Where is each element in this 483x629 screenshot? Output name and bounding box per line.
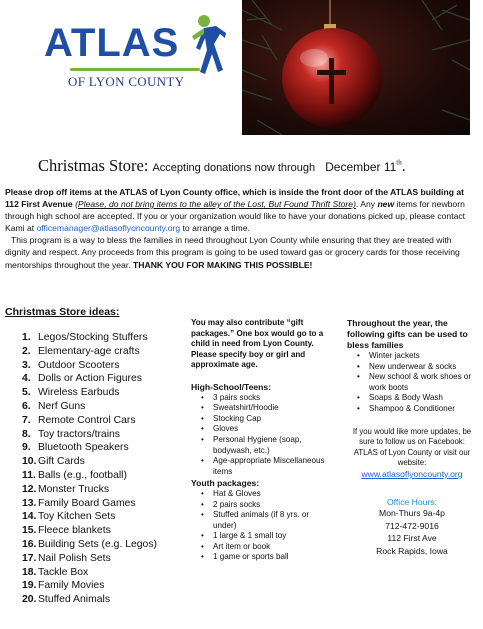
idea-item <box>22 469 157 483</box>
logo-subtitle: OF LYON COUNTY <box>68 74 185 89</box>
idea-label: Family Board Games <box>38 497 136 509</box>
youth-item: • 1 game or sports ball <box>191 552 331 563</box>
teen-item: • Stocking Cap <box>191 414 331 425</box>
street-address: 112 First Ave <box>387 533 437 544</box>
idea-item <box>22 372 157 386</box>
youth-item: • Art item or book <box>191 542 331 553</box>
teen-item: • Gloves <box>191 424 331 435</box>
idea-number: 20. <box>22 594 37 606</box>
idea-label: Remote Control Cars <box>38 414 136 426</box>
youth-heading: Youth packages: <box>191 478 260 489</box>
new-emphasis: new <box>377 199 395 210</box>
logo-wordmark: ATLAS <box>44 21 180 65</box>
office-hours: Mon-Thurs 9a-4p <box>379 508 445 519</box>
office-hours-title: Office Hours: <box>387 496 437 507</box>
idea-label: Outdoor Scooters <box>38 359 120 371</box>
phone-number: 712-472-9016 <box>385 520 439 531</box>
email-link[interactable]: officemanager@atlasoflyoncounty.org <box>36 223 181 234</box>
thank-you: THANK YOU FOR MAKING THIS POSSIBLE! <box>133 259 313 270</box>
youth-item: • Hat & Gloves <box>191 489 331 500</box>
updates-text: If you would like more updates, be sure to follow us on Facebook: ATLAS of Lyon County or visit our website: www.atlasoflyoncounty.org <box>352 426 472 479</box>
idea-label: Dolls or Action Figures <box>38 373 142 385</box>
idea-label: Legos/Stocking Stuffers <box>38 332 148 343</box>
idea-number: 18. <box>22 566 37 578</box>
idea-number: 10. <box>22 456 37 468</box>
youth-item: • Stuffed animals (if 8 yrs. or under) <box>191 510 331 531</box>
idea-label: Tackle Box <box>38 566 89 578</box>
idea-number: 6. <box>22 400 31 412</box>
headline-subtitle: Accepting donations now through <box>152 162 316 174</box>
headline <box>38 156 406 176</box>
dropoff-note: (Please, do not bring items to the alley of the Lost, But Found Thrift Store) <box>75 199 356 210</box>
idea-item <box>22 331 157 345</box>
year-round-column <box>347 318 477 557</box>
idea-label: Toy tractors/trains <box>38 428 120 440</box>
idea-number: 9. <box>22 442 31 454</box>
idea-item <box>22 455 157 469</box>
idea-label: Stuffed Animals <box>38 594 111 606</box>
idea-number: 19. <box>22 580 37 592</box>
idea-item <box>22 428 157 442</box>
idea-number: 12. <box>22 483 37 495</box>
teen-item: • 3 pairs socks <box>191 393 331 404</box>
headline-period: . <box>401 158 406 175</box>
teen-item: • Sweatshirt/Hoodie <box>191 403 331 414</box>
year-item: • Soaps & Body Wash <box>347 393 477 404</box>
idea-item <box>22 414 157 428</box>
idea-number: 5. <box>22 387 31 399</box>
idea-label: Fleece blankets <box>38 525 111 537</box>
year-item: • New school & work shoes or work boots <box>347 372 477 393</box>
packages-intro: You may also contribute “gift packages.” One box would go to a child in need from Lyon County. Please specify boy or girl and approximate age. <box>191 318 324 370</box>
idea-item <box>22 538 157 552</box>
figure-icon <box>190 14 226 76</box>
idea-item <box>22 497 157 511</box>
youth-item: • 1 large & 1 small toy <box>191 531 331 542</box>
idea-item <box>22 483 157 497</box>
intro-text: Please drop off items at the ATLAS of Lyon County office, which is inside the front door of the ATLAS building at 112 First Avenue (Please, do not bring items to the alley of the Lost, But Found Thrift Store). Any new items for newborn through high school are accepted. If you or your organization would like to have your donations picked up, please contact Kami at officemanager@atlasoflyoncounty.org to arrange a time. This program is a way to bless the families in need throughout Lyon County while ensuring that they are treated with dignity and respect. Any proceeds from this program is going to be used toward gas or grocery cards for those receiving mentorships throughout the year. THANK YOU FOR MAKING THIS POSSIBLE! <box>5 187 466 270</box>
idea-label: Nerf Guns <box>38 400 86 412</box>
idea-label: Monster Trucks <box>38 483 110 495</box>
ideas-heading: Christmas Store ideas: <box>5 306 120 318</box>
idea-label: Family Movies <box>38 580 105 592</box>
idea-number: 4. <box>22 373 31 385</box>
idea-item <box>22 524 157 538</box>
year-item: • Shampoo & Conditioner <box>347 404 477 415</box>
idea-number: 2. <box>22 345 31 357</box>
idea-number: 13. <box>22 497 37 509</box>
idea-number: 3. <box>22 359 31 371</box>
youth-list <box>191 489 331 563</box>
idea-number: 7. <box>22 414 31 426</box>
idea-label: Balls (e.g., football) <box>38 469 127 481</box>
youth-item: • 2 pairs socks <box>191 500 331 511</box>
idea-number: 11. <box>22 469 36 481</box>
gift-packages-column <box>191 318 331 563</box>
idea-item <box>22 593 157 607</box>
teen-item: • Personal Hygiene (soap, bodywash, etc.) <box>191 435 331 456</box>
idea-number: 17. <box>22 552 37 564</box>
idea-item <box>22 441 157 455</box>
city-address: Rock Rapids, Iowa <box>376 545 448 556</box>
idea-item <box>22 579 157 593</box>
teens-heading: High-School/Teens: <box>191 381 272 392</box>
headline-date: December 11 <box>325 160 397 174</box>
idea-label: Elementary-age crafts <box>38 345 140 357</box>
idea-label: Wireless Earbuds <box>38 387 120 399</box>
website-link[interactable]: www.atlasoflyoncounty.org <box>361 468 463 479</box>
ornament-photo <box>242 0 470 135</box>
date-suffix: th <box>396 158 402 167</box>
idea-label: Gift Cards <box>38 456 85 468</box>
idea-label: Bluetooth Speakers <box>38 442 129 454</box>
idea-item <box>22 359 157 373</box>
teen-item: • Age-appropriate Miscellaneous items <box>191 456 331 477</box>
year-list <box>347 351 477 415</box>
teens-list <box>191 393 331 478</box>
idea-label: Nail Polish Sets <box>38 552 111 564</box>
year-item: • Winter jackets <box>347 351 477 362</box>
idea-label: Toy Kitchen Sets <box>38 511 116 523</box>
dropoff-instructions: Please drop off items at the ATLAS of Lyon County office, which is inside the front door of the ATLAS building at 112 First Avenue <box>5 187 464 210</box>
idea-number: 14. <box>22 511 37 523</box>
year-item: • New underwear & socks <box>347 362 477 373</box>
idea-number: 1. <box>22 332 31 343</box>
year-heading: Throughout the year, the following gifts can be used to bless families <box>347 318 468 350</box>
idea-item <box>22 345 157 359</box>
idea-number: 8. <box>22 428 31 440</box>
idea-item <box>22 386 157 400</box>
idea-number: 16. <box>22 538 37 550</box>
logo-swoosh <box>70 68 200 71</box>
headline-title: Christmas Store: <box>38 156 149 175</box>
program-description: This program is a way to bless the families in need throughout Lyon County while ensuring that they are treated with dignity and respect. Any proceeds from this program is going to be used toward gas or grocery cards for those receiving mentorships throughout the year. <box>5 235 460 270</box>
idea-label: Building Sets (e.g. Legos) <box>38 538 157 550</box>
idea-item <box>22 552 157 566</box>
ideas-list <box>22 331 157 607</box>
idea-item <box>22 510 157 524</box>
idea-item <box>22 566 157 580</box>
idea-number: 15. <box>22 525 37 537</box>
idea-item <box>22 400 157 414</box>
